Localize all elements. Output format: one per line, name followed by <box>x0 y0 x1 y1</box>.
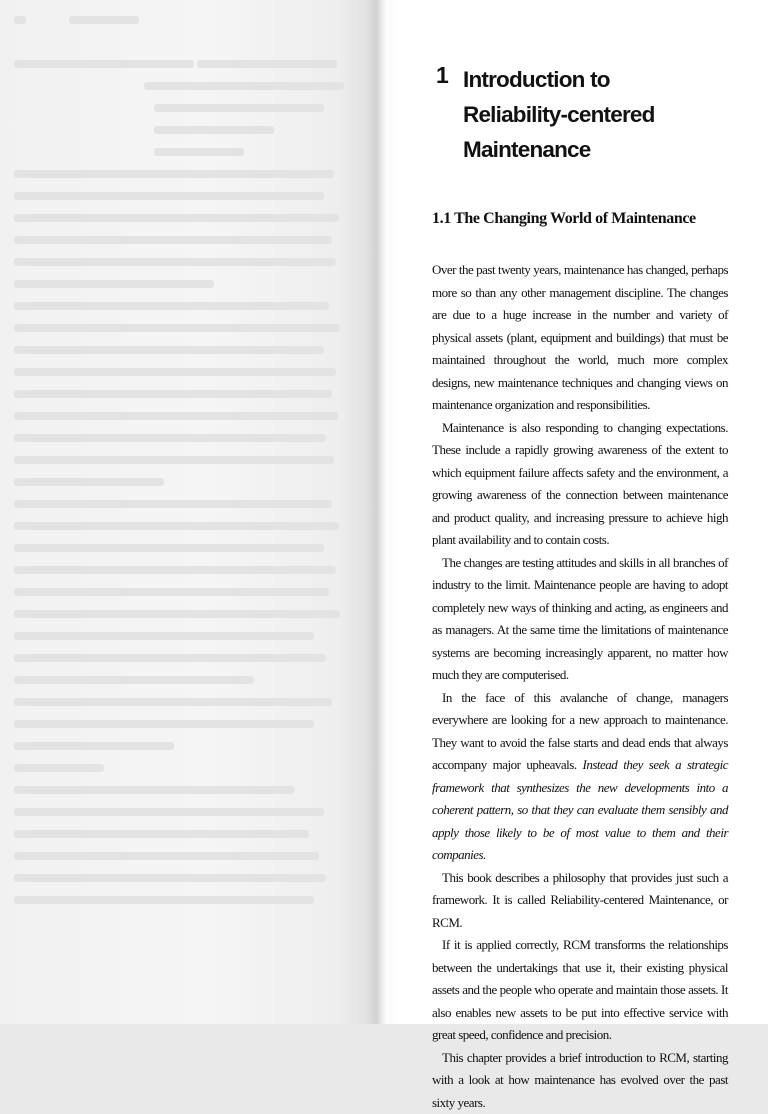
paragraph <box>432 687 728 867</box>
paragraph-italic-text: Instead they seek a strategic framework that synthesizes the new developments into a coherent pattern, so that they can evaluate them sensibly and apply those likely to be of most value to them and their companies. <box>432 757 728 862</box>
chapter-title <box>463 62 756 167</box>
paragraph-text: Over the past twenty years, maintenance has changed, perhaps more so than any other management discipline. The changes are due to a huge increase in the number and variety of physical assets (plant, equipment and buildings) that must be maintained throughout the world, much more complex designs, new maintenance techniques and changing views on maintenance organization and responsibilities. <box>432 262 728 412</box>
paragraph <box>432 417 728 552</box>
paragraph-text: This book describes a philosophy that provides just such a framework. It is called Reliability-centered Maintenance, or RCM. <box>432 870 728 930</box>
paragraph <box>432 867 728 935</box>
section-heading: 1.1 The Changing World of Maintenance <box>432 210 732 228</box>
left-page-faded <box>0 0 376 1024</box>
chapter-title-line-1: Introduction to <box>463 62 756 97</box>
paragraph <box>432 934 728 1047</box>
left-page-bleed-through <box>14 8 354 1008</box>
paragraph-text: Maintenance is also responding to changing expectations. These include a rapidly growing awareness of the extent to which equipment failure affects safety and the environment, a growing awareness of the connection between maintenance and product quality, and increasing pressure to achieve high plant availability and to contain costs. <box>432 420 728 548</box>
body-text <box>432 259 728 1114</box>
paragraph-text: In the face of this avalanche of change, managers everywhere are looking for a new approach to maintenance. They want to avoid the false starts and dead ends that always accompany major upheavals. <box>432 690 728 773</box>
chapter-title-line-2: Reliability-centered Maintenance <box>463 97 756 167</box>
paragraph-text: If it is applied correctly, RCM transforms the relationships between the undertakings that use it, their existing physical assets and the people who operate and maintain those assets. It also enables new assets to be put into effective service with great speed, confidence and precision. <box>432 937 728 1042</box>
chapter-number: 1 <box>436 62 448 89</box>
paragraph-text: The changes are testing attitudes and skills in all branches of industry to the limit. Maintenance people are having to adopt completely new ways of thinking and acting, as engineers and as managers. At the same time the limitations of maintenance systems are becoming increasingly apparent, no matter how much they are computerised. <box>432 555 728 683</box>
paragraph <box>432 259 728 417</box>
paragraph-text: This chapter provides a brief introduction to RCM, starting with a look at how maintenance has evolved over the past sixty years. <box>432 1050 728 1110</box>
paragraph <box>432 552 728 687</box>
paragraph <box>432 1047 728 1114</box>
